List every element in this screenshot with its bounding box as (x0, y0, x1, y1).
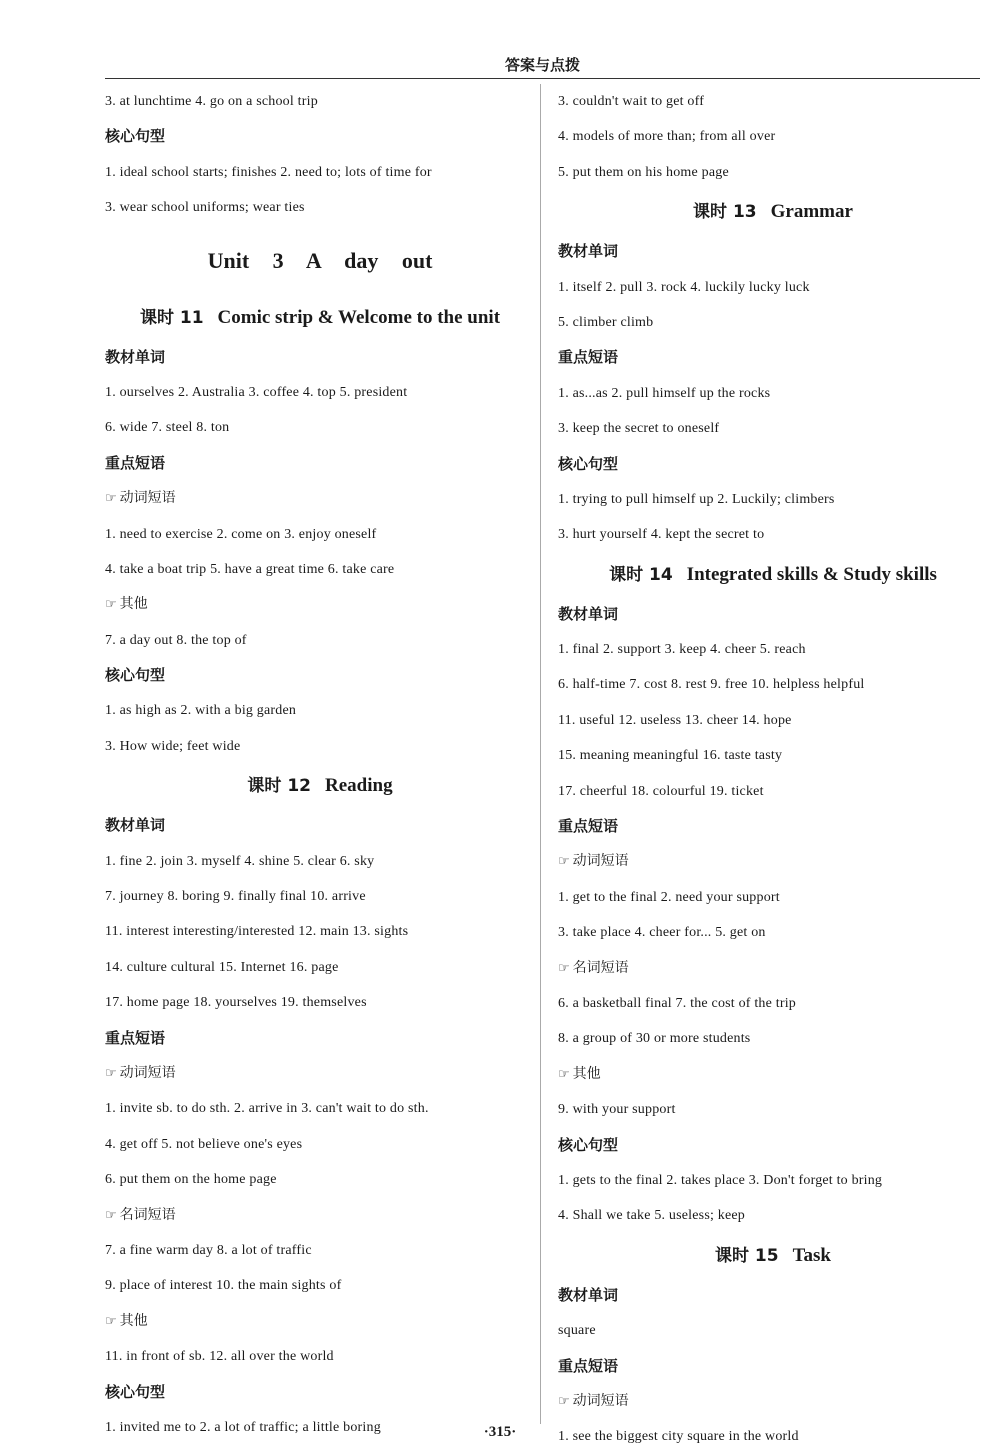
answer-line: 1. fine 2. join 3. myself 4. shine 5. clear 6. sky (105, 853, 375, 869)
subsection-label: 其他 (119, 596, 148, 613)
section-heading: 核心句型 (105, 1382, 166, 1401)
subsection-label: 动词短语 (119, 490, 176, 507)
answer-line: 14. culture cultural 15. Internet 16. page (105, 959, 339, 975)
column-divider (540, 84, 541, 1424)
lesson-name: Task (792, 1244, 831, 1266)
answer-line: square (558, 1323, 596, 1339)
subsection-heading (558, 1384, 988, 1419)
section-heading: 重点短语 (558, 1356, 619, 1375)
answer-line: 1. ideal school starts; finishes 2. need to; lots of time for (105, 164, 432, 180)
answer-line: 9. place of interest 10. the main sights of (105, 1278, 342, 1294)
answer-line: 3. take place 4. cheer for... 5. get on (558, 925, 766, 941)
answer-line: 3. keep the secret to oneself (558, 421, 720, 437)
subsection-heading (105, 1056, 535, 1091)
answer-line: 1. get to the final 2. need your support (558, 889, 780, 905)
section-heading: 教材单词 (105, 816, 166, 835)
page-number: ·315· (483, 1424, 517, 1440)
pointing-hand-icon: ☞ (105, 597, 117, 613)
section-heading: 重点短语 (105, 453, 166, 472)
pointing-hand-icon: ☞ (558, 960, 570, 976)
answer-line: 11. interest interesting/interested 12. main 13. sights (105, 924, 409, 940)
answer-line: 11. in front of sb. 12. all over the world (105, 1349, 334, 1365)
pointing-hand-icon: ☞ (558, 1066, 570, 1082)
answer-line: 6. put them on the home page (105, 1172, 277, 1188)
subsection-heading (558, 844, 988, 879)
answer-line: 5. put them on his home page (558, 164, 729, 180)
section-heading: 重点短语 (105, 1028, 166, 1047)
section-heading: 核心句型 (105, 666, 166, 685)
lesson-name: Reading (325, 775, 393, 797)
section-heading: 教材单词 (558, 242, 619, 261)
answer-line: 1. gets to the final 2. takes place 3. Don't forget to bring (558, 1172, 883, 1188)
answer-line: 6. a basketball final 7. the cost of the trip (558, 995, 796, 1011)
answer-line: 17. cheerful 18. colourful 19. ticket (558, 783, 764, 799)
pointing-hand-icon: ☞ (558, 1393, 570, 1409)
answer-line: 8. a group of 30 or more students (558, 1031, 751, 1047)
lesson-name: Integrated skills & Study skills (686, 563, 937, 585)
answer-line: 7. a day out 8. the top of (105, 632, 247, 648)
subsection-heading (105, 587, 535, 622)
section-heading: 核心句型 (558, 454, 619, 473)
answer-line: 6. half-time 7. cost 8. rest 9. free 10. helpless helpful (558, 677, 865, 693)
answer-line: 1. itself 2. pull 3. rock 4. luckily lucky luck (558, 279, 810, 295)
pointing-hand-icon: ☞ (105, 1065, 117, 1081)
subsection-label: 动词短语 (572, 1392, 629, 1409)
unit-title: Unit 3 A day out (207, 247, 433, 273)
right-column (558, 84, 988, 1455)
answer-line: 1. trying to pull himself up 2. Luckily; climbers (558, 491, 835, 507)
answer-line: 4. Shall we take 5. useless; keep (558, 1208, 746, 1224)
subsection-heading (105, 1198, 535, 1233)
pointing-hand-icon: ☞ (105, 1313, 117, 1329)
answer-line: 3. hurt yourself 4. kept the secret to (558, 527, 765, 543)
subsection-heading (558, 951, 988, 986)
lesson-number: 课时 11 (139, 307, 204, 328)
lesson-title-11 (105, 296, 535, 340)
pointing-hand-icon: ☞ (105, 1207, 117, 1223)
lesson-title-15 (558, 1234, 988, 1278)
lesson-number: 课时 14 (609, 564, 673, 585)
lesson-number: 课时 13 (693, 202, 757, 223)
answer-line: 5. climber climb (558, 314, 654, 330)
lesson-title-12 (105, 764, 535, 808)
subsection-label: 其他 (119, 1312, 148, 1329)
answer-line: 3. at lunchtime 4. go on a school trip (105, 94, 318, 109)
subsection-heading (558, 1057, 988, 1092)
section-heading: 教材单词 (105, 347, 166, 366)
left-column (105, 84, 535, 1445)
subsection-label: 动词短语 (119, 1064, 176, 1081)
lesson-name: Comic strip & Welcome to the unit (217, 306, 501, 328)
lesson-title-14 (558, 553, 988, 597)
answer-line: 17. home page 18. yourselves 19. themselves (105, 995, 367, 1011)
answer-line: 4. take a boat trip 5. have a great time 6. take care (105, 561, 395, 577)
pointing-hand-icon: ☞ (558, 854, 570, 870)
subsection-label: 名词短语 (572, 959, 629, 976)
answer-line: 3. couldn't wait to get off (558, 94, 705, 109)
answer-line: 1. as...as 2. pull himself up the rocks (558, 385, 771, 401)
answer-line: 11. useful 12. useless 13. cheer 14. hope (558, 712, 792, 728)
section-heading: 核心句型 (558, 1135, 619, 1154)
lesson-name: Grammar (770, 201, 853, 223)
answer-line: 1. need to exercise 2. come on 3. enjoy oneself (105, 526, 377, 542)
answer-line: 7. journey 8. boring 9. finally final 10. arrive (105, 889, 366, 905)
answer-line: 4. get off 5. not believe one's eyes (105, 1136, 303, 1152)
subsection-heading (105, 1304, 535, 1339)
subsection-label: 名词短语 (119, 1206, 176, 1223)
section-heading: 教材单词 (558, 604, 619, 623)
section-heading: 重点短语 (558, 348, 619, 367)
answer-line: 4. models of more than; from all over (558, 129, 776, 145)
answer-line: 3. wear school uniforms; wear ties (105, 200, 305, 216)
answer-line: 1. invited me to 2. a lot of traffic; a little boring (105, 1419, 381, 1435)
answer-line: 1. as high as 2. with a big garden (105, 703, 297, 719)
answer-line: 1. invite sb. to do sth. 2. arrive in 3. can't wait to do sth. (105, 1101, 429, 1117)
subsection-heading (105, 481, 535, 516)
answer-line: 7. a fine warm day 8. a lot of traffic (105, 1242, 312, 1258)
section-heading: 重点短语 (558, 817, 619, 836)
pointing-hand-icon: ☞ (105, 491, 117, 507)
answer-line: 15. meaning meaningful 16. taste tasty (558, 748, 783, 764)
answer-line: 6. wide 7. steel 8. ton (105, 420, 230, 436)
answer-line: 9. with your support (558, 1102, 676, 1118)
lesson-number: 课时 12 (247, 776, 311, 797)
section-heading: 核心句型 (105, 127, 166, 146)
answer-line: 3. How wide; feet wide (105, 738, 241, 754)
lesson-title-13 (558, 190, 988, 234)
subsection-label: 动词短语 (572, 853, 629, 870)
answer-line: 1. ourselves 2. Australia 3. coffee 4. top 5. president (105, 384, 408, 400)
answer-line: 1. final 2. support 3. keep 4. cheer 5. reach (558, 642, 806, 658)
subsection-label: 其他 (572, 1065, 601, 1082)
answer-line: 1. see the biggest city square in the world (558, 1429, 799, 1445)
page-header: 答案与点拨 (504, 56, 580, 74)
header-rule (105, 78, 980, 79)
lesson-number: 课时 15 (715, 1245, 779, 1266)
section-heading: 教材单词 (558, 1285, 619, 1304)
